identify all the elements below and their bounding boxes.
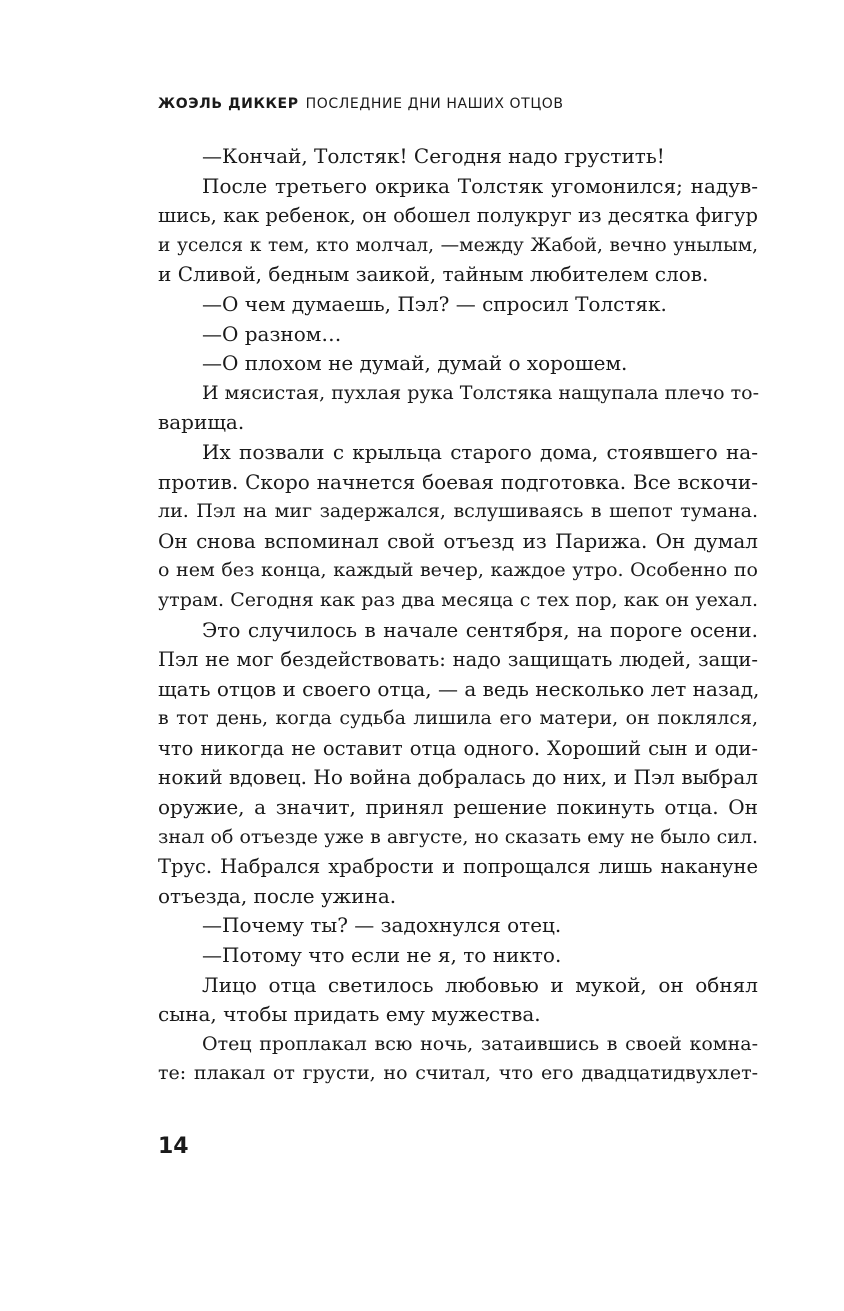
text-line: Он снова вспоминал свой отъезд из Парижа. Он думал [158,528,758,553]
text-line: и уселся к тем, кто молчал, —между Жабой, вечно унылым, [158,234,758,256]
text-line: —Почему ты? — задохнулся отец. [202,913,562,938]
text-line: Пэл не мог бездействовать: надо защищать людей, защи- [158,648,758,672]
text-line: И мясистая, пухлая рука Толстяка нащупала плечо то- [202,381,760,404]
text-line: Отец проплакал всю ночь, затаившись в своей комна- [202,1032,758,1055]
text-line: После третьего окрика Толстяк угомонился; надув- [202,173,758,198]
text-line: о нем без конца, каждый вечер, каждое утро. Особенно по [158,559,758,582]
header-author: ЖОЭЛЬ ДИККЕР [158,96,299,112]
text-line: —Потому что если не я, то никто. [202,943,562,968]
text-line: те: плакал от грусти, но считал, что его двадцатидвухлет- [158,1062,758,1085]
text-line: в тот день, когда судьба лишила его матери, он поклялся, [158,707,758,730]
text-line: Лицо отца светилось любовью и мукой, он обнял [202,972,758,997]
text-line: что никогда не оставит отца одного. Хороший сын и оди- [158,736,758,760]
text-line: и Сливой, бедным заикой, тайным любителем слов. [158,262,709,287]
text-line: —О плохом не думай, думай о хорошем. [202,351,628,376]
page-number: 14 [158,1134,189,1159]
text-line: Это случилось в начале сентября, на пороге осени. [202,617,758,642]
text-line: Их позвали с крыльца старого дома, стоявшего на- [202,439,758,464]
text-line: —Кончай, Толстяк! Сегодня надо грустить! [202,144,665,168]
text-line: Трус. Набрался храбрости и попрощался лишь накануне [158,855,758,879]
running-header [158,96,564,112]
text-line: —О чем думаешь, Пэл? — спросил Толстяк. [202,291,667,316]
text-line: отъезда, после ужина. [158,883,397,908]
body-text [158,142,758,1089]
text-line: —О разном… [202,321,342,346]
text-line: оружие, а значит, принял решение покинуть отца. Он [158,795,758,820]
text-line: варища. [158,410,245,435]
text-line: против. Скоро начнется боевая подготовка. Все вскочи- [158,469,758,494]
text-line: нокий вдовец. Но война добралась до них, и Пэл выбрал [158,765,758,790]
header-book-title: ПОСЛЕДНИЕ ДНИ НАШИХ ОТЦОВ [305,96,564,112]
text-line: ли. Пэл на миг задержался, вслушиваясь в шепот тумана. [158,500,758,523]
text-line: шись, как ребенок, он обошел полукруг из десятка фигур [158,204,758,228]
text-line: щать отцов и своего отца, — а ведь несколько лет назад, [158,676,760,701]
text-line: сына, чтобы придать ему мужества. [158,1002,541,1027]
text-line: знал об отъезде уже в августе, но сказать ему не было сил. [158,825,758,848]
text-line: утрам. Сегодня как раз два месяца с тех пор, как он уехал. [158,588,758,611]
